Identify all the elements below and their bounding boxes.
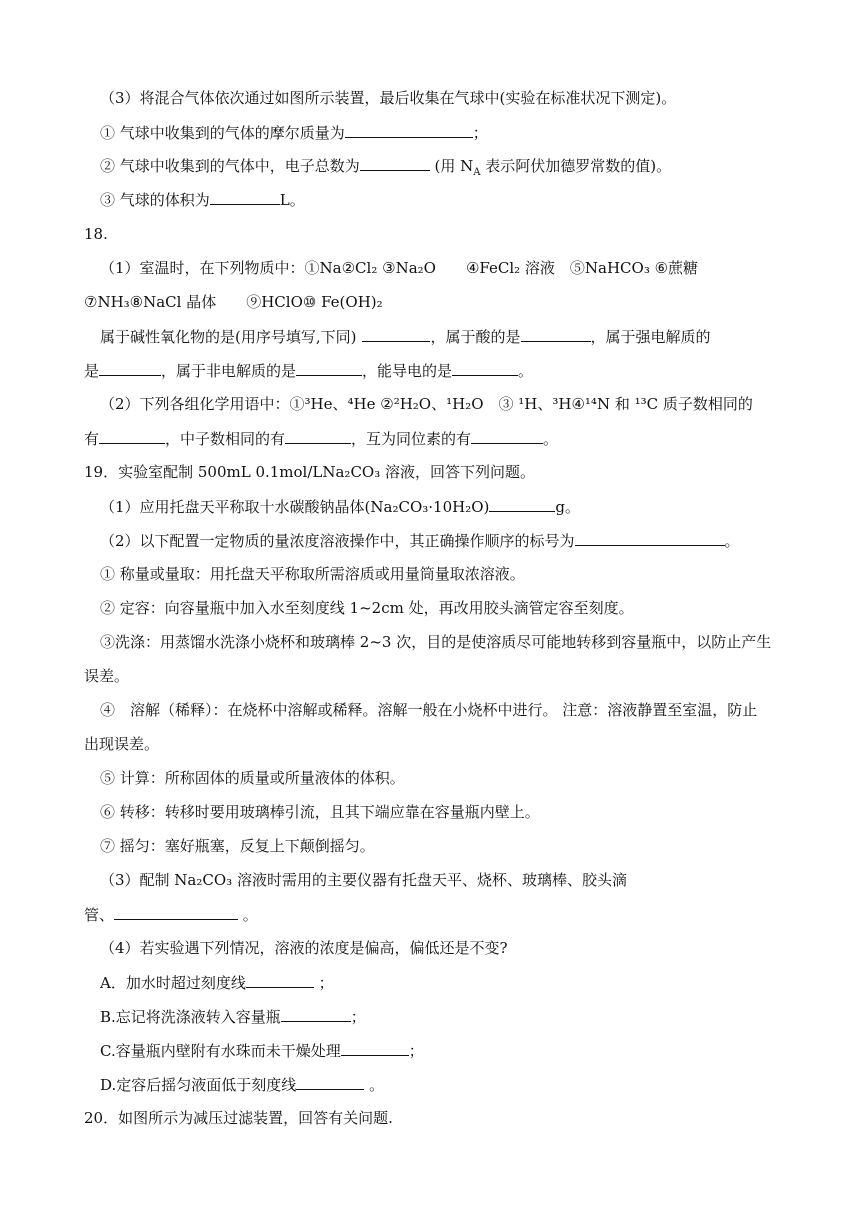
q20-title-text: 20．如图所示为减压过滤装置，回答有关问题. (84, 1109, 393, 1127)
q19-option-c-end: ； (408, 1042, 424, 1060)
q18-q1-c: ，属于强电解质的 (590, 328, 711, 346)
q18-q2-a: 是 (84, 362, 100, 380)
answer-blank[interactable] (575, 530, 725, 546)
q19-title (84, 462, 535, 482)
answer-blank[interactable] (362, 326, 430, 342)
q19-step3-b (84, 666, 129, 686)
q19-step1-text: ① 称量或量取：用托盘天平称取所需溶质或用量筒量取浓溶液。 (100, 565, 525, 583)
q19-option-b-end: ； (350, 1008, 366, 1026)
answer-blank[interactable] (360, 155, 430, 171)
q17-item3-end: L。 (279, 191, 305, 209)
answer-blank[interactable] (281, 1006, 351, 1022)
q18-question2 (84, 360, 533, 381)
q19-part3-a (100, 870, 627, 890)
q19-part1 (100, 496, 580, 517)
q19-part2 (100, 530, 740, 551)
answer-blank[interactable] (345, 122, 473, 138)
q19-part2-text: （2）以下配置一定物质的量浓度溶液操作中，其正确操作顺序的标号为 (100, 532, 575, 550)
q19-part2-end: 。 (724, 532, 740, 550)
q18-q2-b: ，属于非电解质的是 (161, 362, 297, 380)
q19-step5 (100, 768, 405, 788)
q18-part1-a-text: （1）室温时，在下列物质中：①Na②Cl₂ ③Na₂O ④FeCl₂ 溶液 ⑤NaHCO₃ ⑥蔗糖 (100, 259, 699, 277)
q19-step5-text: ⑤ 计算：所称固体的质量或所量液体的体积。 (100, 769, 405, 787)
q18-part2-text: （2）下列各组化学用语中：①³He、⁴He ②²H₂O、¹H₂O ③ ¹H、³H④¹⁴N 和 ¹³C 质子数相同的 (100, 395, 753, 413)
q17-item3 (100, 189, 305, 210)
q19-step4-a-text: ④ 溶解（稀释）：在烧杯中溶解或稀释。溶解一般在小烧杯中进行。 注意：溶液静置至室温，防止 (100, 701, 758, 719)
q19-option-b (100, 1006, 366, 1027)
q17-item2-tail: 表示阿伏加德罗常数的值)。 (480, 157, 672, 175)
q18-p2-a: 有 (84, 430, 100, 448)
q18-q2-d: 。 (518, 362, 534, 380)
answer-blank[interactable] (210, 189, 280, 205)
q19-option-a-text: A．加水时超过刻度线 (100, 974, 246, 992)
q19-step3-b-text: 误差。 (84, 667, 130, 685)
answer-blank[interactable] (489, 496, 555, 512)
q18-p2-c: ，互为同位素的有 (351, 430, 472, 448)
q19-step3-a (100, 632, 771, 652)
q18-number (84, 224, 108, 244)
q19-option-b-text: B.忘记将洗涤液转入容量瓶 (100, 1008, 281, 1026)
q17-part3-text: （3）将混合气体依次通过如图所示装置，最后收集在气球中(实验在标准状况下测定)。 (100, 89, 677, 107)
q19-part1-text: （1）应用托盘天平称取十水碳酸钠晶体(Na₂CO₃·10H₂O) (100, 498, 490, 516)
q18-p2-b: ，中子数相同的有 (165, 430, 286, 448)
q17-item2-text: ② 气球中收集到的气体中，电子总数为 (100, 157, 360, 175)
q19-option-c-text: C.容量瓶内壁附有水珠而未干燥处理 (100, 1042, 341, 1060)
q19-step6 (100, 802, 540, 822)
q19-option-a-end: ； (313, 974, 334, 992)
q19-part3-a-text: （3）配制 Na₂CO₃ 溶液时需用的主要仪器有托盘天平、烧杯、玻璃棒、胶头滴 (100, 871, 627, 889)
answer-blank[interactable] (471, 428, 543, 444)
q18-q1-b: ，属于酸的是 (430, 328, 521, 346)
q19-option-a (100, 972, 334, 993)
q19-part4-text: （4）若实验遇下列情况，溶液的浓度是偏高，偏低还是不变? (100, 939, 508, 957)
q19-part3-b (84, 904, 258, 925)
q17-item1-end: ； (472, 124, 488, 142)
q18-question1 (100, 326, 711, 347)
q17-item3-text: ③ 气球的体积为 (100, 191, 210, 209)
q19-option-c (100, 1040, 424, 1061)
answer-blank[interactable] (521, 326, 591, 342)
q18-part1-a (100, 258, 698, 278)
q18-p2-d: 。 (543, 430, 559, 448)
q19-step7-text: ⑦ 摇匀：塞好瓶塞，反复上下颠倒摇匀。 (100, 837, 375, 855)
q17-item2-sub: A (473, 167, 481, 178)
q17-part3 (100, 88, 676, 108)
q19-part3-b-end: 。 (238, 906, 258, 924)
answer-blank[interactable] (296, 360, 362, 376)
answer-blank[interactable] (99, 360, 161, 376)
q17-item1 (100, 122, 488, 143)
q19-step3-a-text: ③洗涤：用蒸馏水洗涤小烧杯和玻璃棒 2~3 次，目的是使溶质尽可能地转移到容量瓶中，以防止产生 (100, 633, 772, 651)
q17-item2 (100, 155, 671, 176)
q18-part1-b-text: ⑦NH₃⑧NaCl 晶体 ⑨HClO⑩ Fe(OH)₂ (84, 293, 383, 311)
q19-step4-b (84, 734, 159, 754)
q18-part1-b (84, 292, 383, 312)
answer-blank[interactable] (99, 428, 165, 444)
q19-part1-end: g。 (555, 498, 580, 516)
q18-q1-a: 属于碱性氧化物的是(用序号填写,下同) (100, 328, 357, 346)
q19-step4-b-text: 出现误差。 (84, 735, 160, 753)
q19-part4 (100, 938, 508, 958)
answer-blank[interactable] (341, 1040, 409, 1056)
q19-step2-text: ② 定容：向容量瓶中加入水至刻度线 1~2cm 处，再改用胶头滴管定容至刻度。 (100, 599, 634, 617)
q19-part3-b-text: 管、 (84, 906, 115, 924)
q19-option-d (100, 1074, 384, 1095)
q20-title (84, 1108, 393, 1128)
q18-part2-answers (84, 428, 558, 449)
q19-title-text: 19．实验室配制 500mL 0.1mol/LNa₂CO₃ 溶液，回答下列问题。 (84, 463, 535, 481)
q19-step7 (100, 836, 375, 856)
q19-step1 (100, 564, 525, 584)
answer-blank[interactable] (285, 428, 351, 444)
q19-step4-a (100, 700, 757, 720)
q17-item2-end: (用 N (429, 157, 474, 175)
q18-q2-c: ，能导电的是 (362, 362, 453, 380)
answer-blank[interactable] (114, 904, 238, 920)
q18-part2 (100, 394, 753, 414)
answer-blank[interactable] (296, 1074, 364, 1090)
q17-item1-text: ① 气球中收集到的气体的摩尔质量为 (100, 124, 345, 142)
answer-blank[interactable] (246, 972, 314, 988)
q18-number-text: 18. (84, 225, 108, 243)
answer-blank[interactable] (452, 360, 518, 376)
q19-option-d-text: D.定容后摇匀液面低于刻度线 (100, 1076, 297, 1094)
q19-step2 (100, 598, 634, 618)
q19-option-d-end: 。 (364, 1076, 385, 1094)
q19-step6-text: ⑥ 转移：转移时要用玻璃棒引流，且其下端应靠在容量瓶内壁上。 (100, 803, 540, 821)
